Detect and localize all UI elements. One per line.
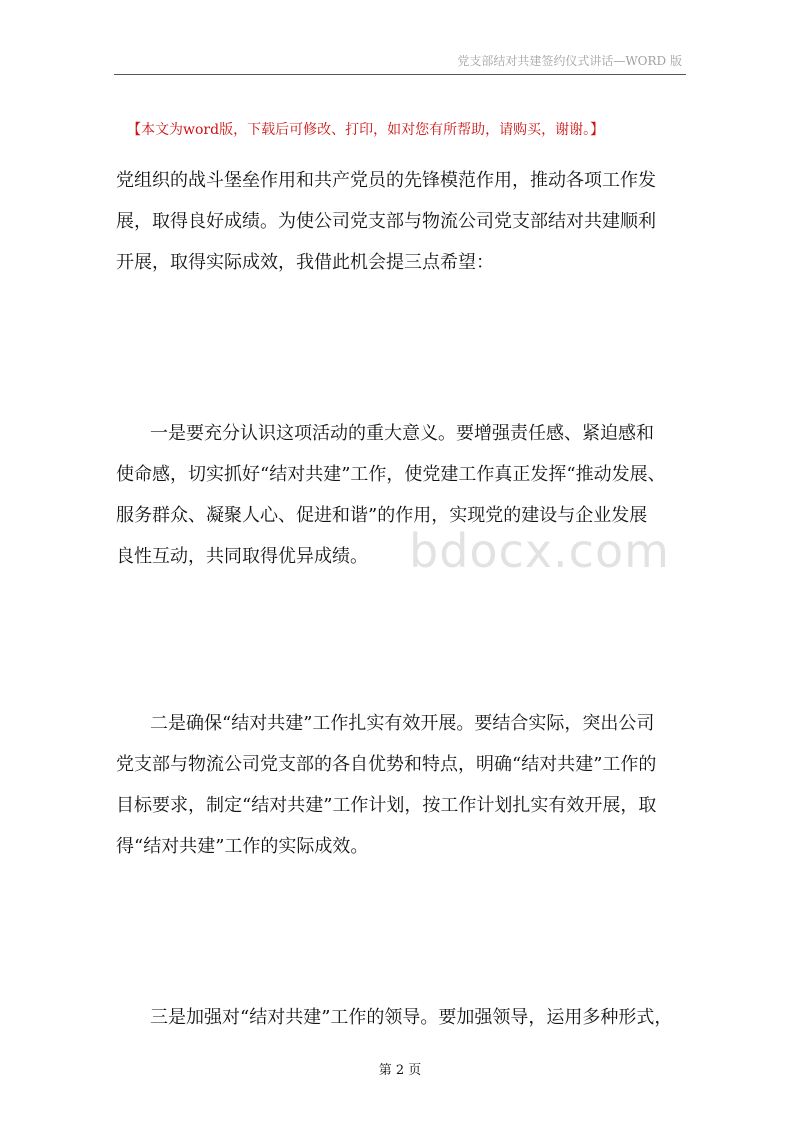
watermark-logo: bdocx.com bbox=[409, 524, 670, 578]
paragraph-line: 服务群众、凝聚人心、促进和谐”的作用，实现党的建设与企业发展 bbox=[116, 505, 648, 526]
paragraph-point-two bbox=[116, 703, 696, 867]
paragraph-continuation bbox=[116, 160, 696, 283]
paragraph-line: 得“结对共建”工作的实际成效。 bbox=[116, 836, 369, 857]
paragraph-line: 目标要求，制定“结对共建”工作计划，按工作计划扎实有效开展，取 bbox=[116, 795, 657, 816]
page-number: 第 2 页 bbox=[378, 1063, 422, 1078]
paragraph-line: 二是确保“结对共建”工作扎实有效开展。要结合实际，突出公司 bbox=[150, 713, 655, 734]
paragraph-line: 三是加强对“结对共建”工作的领导。要加强领导，运用多种形式， bbox=[150, 1007, 673, 1028]
paragraph-line: 展，取得良好成绩。为使公司党支部与物流公司党支部结对共建顺利 bbox=[116, 211, 656, 232]
paragraph-line: 党组织的战斗堡垒作用和共产党员的先锋模范作用，推动各项工作发 bbox=[116, 170, 656, 191]
header-title: 党支部结对共建签约仪式讲话—WORD 版 bbox=[457, 54, 682, 68]
paragraph-line: 党支部与物流公司党支部的各自优势和特点，明确“结对共建”工作的 bbox=[116, 754, 657, 775]
paragraph-line: 一是要充分认识这项活动的重大意义。要增强责任感、紧迫感和 bbox=[150, 423, 654, 444]
purchase-notice: 【本文为word版，下载后可修改、打印，如对您有所帮助，请购买，谢谢。】 bbox=[127, 122, 605, 138]
header-divider bbox=[114, 74, 686, 75]
paragraph-line: 开展，取得实际成效，我借此机会提三点希望： bbox=[116, 252, 494, 273]
paragraph-point-three bbox=[116, 997, 696, 1038]
paragraph-line: 良性互动，共同取得优异成绩。 bbox=[116, 546, 368, 567]
paragraph-line: 使命感，切实抓好“结对共建”工作，使党建工作真正发挥“推动发展、 bbox=[116, 464, 666, 485]
